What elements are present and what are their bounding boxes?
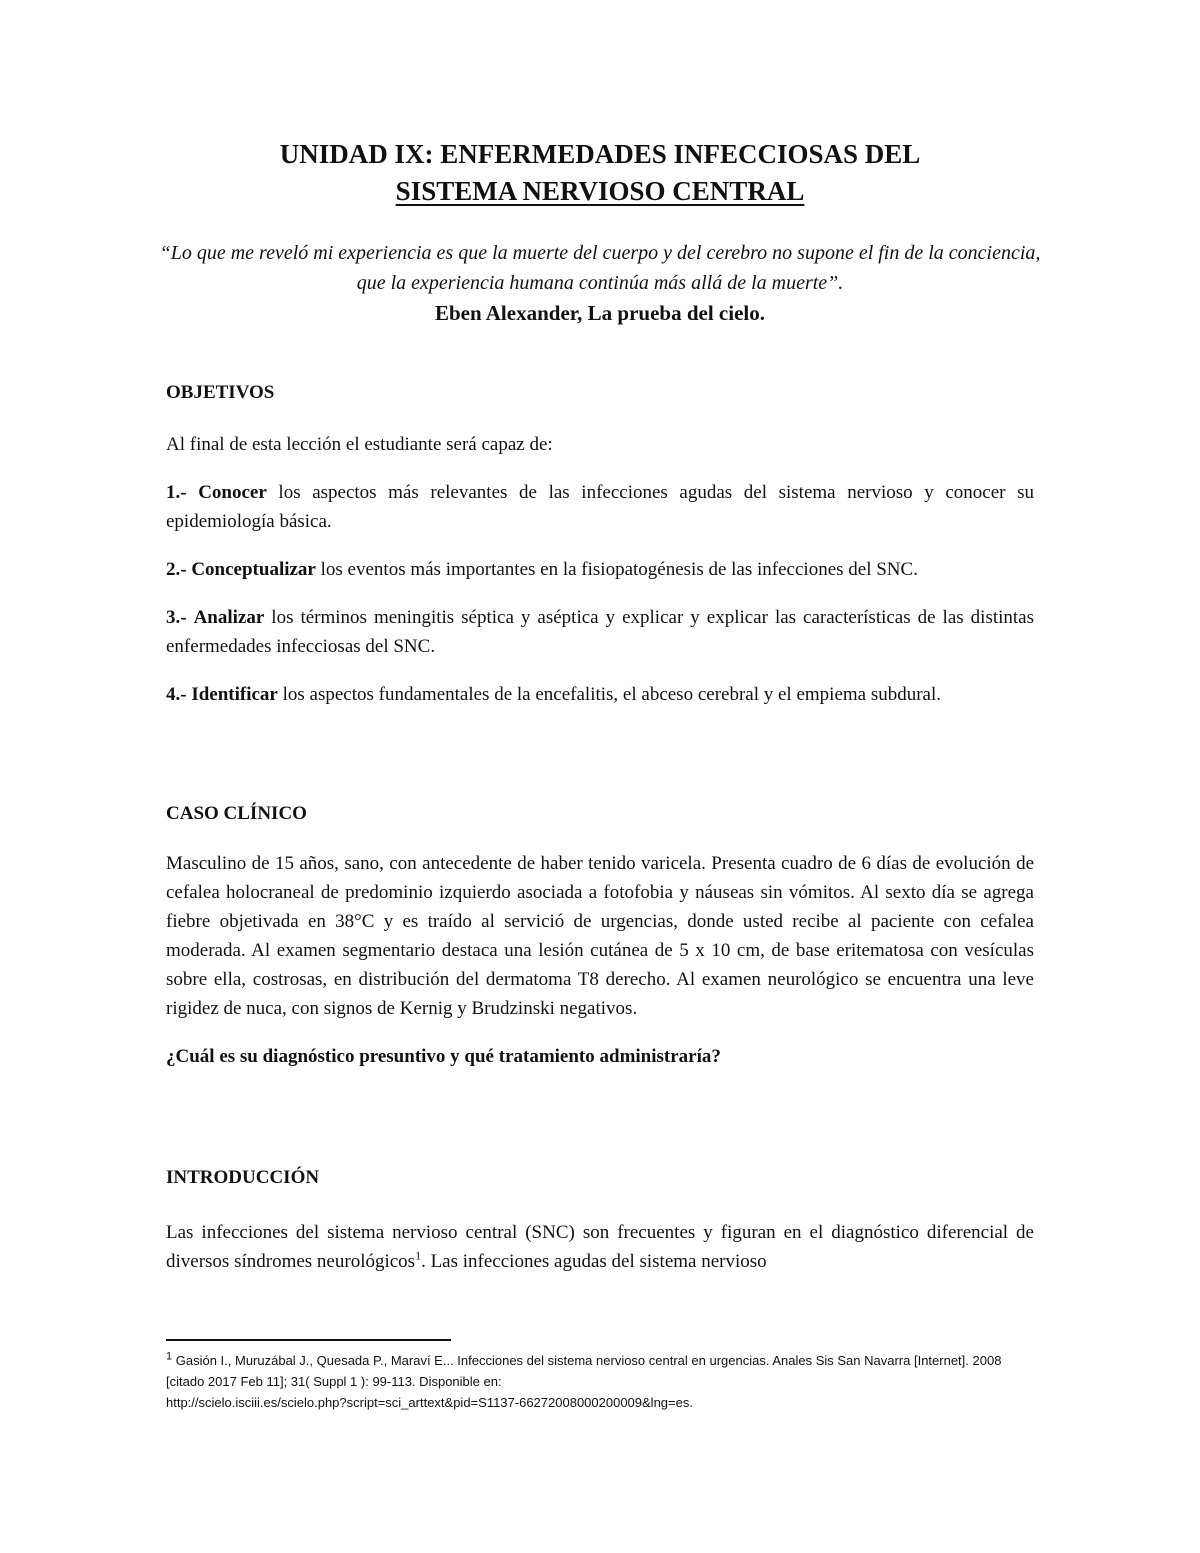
document-title-line1: UNIDAD IX: ENFERMEDADES INFECCIOSAS DEL xyxy=(279,139,921,169)
footnote-divider xyxy=(166,1339,451,1341)
objetivo-item-3 xyxy=(166,603,1034,661)
caso-question: ¿Cuál es su diagnóstico presuntivo y qué tratamiento administraría? xyxy=(166,1046,721,1067)
intro-heading: INTRODUCCIÓN xyxy=(166,1167,320,1188)
objetivo-text: los aspectos fundamentales de la encefalitis, el abceso cerebral y el empiema subdural. xyxy=(277,684,942,705)
objetivo-text: los eventos más importantes en la fisiopatogénesis de las infecciones del SNC. xyxy=(315,559,918,580)
objetivos-heading: OBJETIVOS xyxy=(166,382,275,403)
footnote xyxy=(166,1350,1034,1413)
objetivo-verb: Conocer xyxy=(198,482,267,503)
objetivos-section xyxy=(166,378,1034,709)
caso-clinico-section xyxy=(166,799,1034,1071)
footnote-number: 1 xyxy=(166,1350,173,1363)
epigraph-quote xyxy=(150,238,1050,328)
objetivos-intro: Al final de esta lección el estudiante será capaz de: xyxy=(166,434,553,455)
footnote-text: Gasión I., Muruzábal J., Quesada P., Maraví E... Infecciones del sistema nervioso central en urgencias. Anales Sis San Navarra [Internet]. 2008 [citado 2017 Feb 11]; 31( Suppl 1 ): 99-113. Disponible en: xyxy=(166,1353,1002,1389)
objetivo-verb: Conceptualizar xyxy=(191,559,316,580)
objetivo-num: 2.- xyxy=(166,559,187,580)
quote-text: “Lo que me reveló mi experiencia es que la muerte del cuerpo y del cerebro no supone el fin de la conciencia, que la experiencia humana continúa más allá de la muerte”. xyxy=(159,242,1041,294)
intro-body xyxy=(166,1218,1034,1276)
caso-body: Masculino de 15 años, sano, con antecedente de haber tenido varicela. Presenta cuadro de 6 días de evolución de cefalea holocraneal de predominio izquierdo asociada a fotofobia y náuseas sin vómitos. Al sexto día se agrega fiebre objetivada en 38°C y es traído al servició de urgencias, donde usted recibe al paciente con cefalea moderada. Al examen segmentario destaca una lesión cutánea de 5 x 10 cm, de base eritematosa con vesículas sobre ella, costrosas, en distribución del dermatoma T8 derecho. Al examen neurológico se encuentra una leve rigidez de nuca, con signos de Kernig y Brudzinski negativos. xyxy=(166,853,1034,1019)
objetivo-num: 4.- xyxy=(166,684,187,705)
intro-body-b: . Las infecciones agudas del sistema nervioso xyxy=(421,1251,767,1272)
intro-body-a: Las infecciones del sistema nervioso central (SNC) son frecuentes y figuran en el diagnóstico diferencial de diversos síndromes neurológicos xyxy=(166,1222,1034,1272)
quote-author: Eben Alexander, La prueba del cielo. xyxy=(434,301,765,325)
caso-heading: CASO CLÍNICO xyxy=(166,803,307,824)
objetivo-text: los aspectos más relevantes de las infecciones agudas del sistema nervioso y conocer su epidemiología básica. xyxy=(166,482,1035,532)
footnote-link[interactable]: http://scielo.isciii.es/scielo.php?script=sci_arttext&pid=S1137-66272008000200009&lng=es. xyxy=(166,1395,693,1410)
objetivo-item-2 xyxy=(166,555,1034,584)
objetivo-text: los términos meningitis séptica y aséptica y explicar y explicar las características de las distintas enfermedades infecciosas del SNC. xyxy=(166,607,1034,657)
objetivo-item-4 xyxy=(166,680,1034,709)
document-title-underlined: SISTEMA NERVIOSO CENTRAL xyxy=(395,176,805,206)
objetivo-verb: Analizar xyxy=(193,607,265,628)
introduccion-section xyxy=(166,1163,1034,1276)
footnote-ref[interactable]: 1 xyxy=(415,1248,422,1263)
objetivo-item-1 xyxy=(166,478,1034,536)
objetivo-num: 1.- xyxy=(166,482,187,503)
objetivo-verb: Identificar xyxy=(191,684,278,705)
document-title-line2 xyxy=(0,175,1200,207)
objetivo-num: 3.- xyxy=(166,607,187,628)
